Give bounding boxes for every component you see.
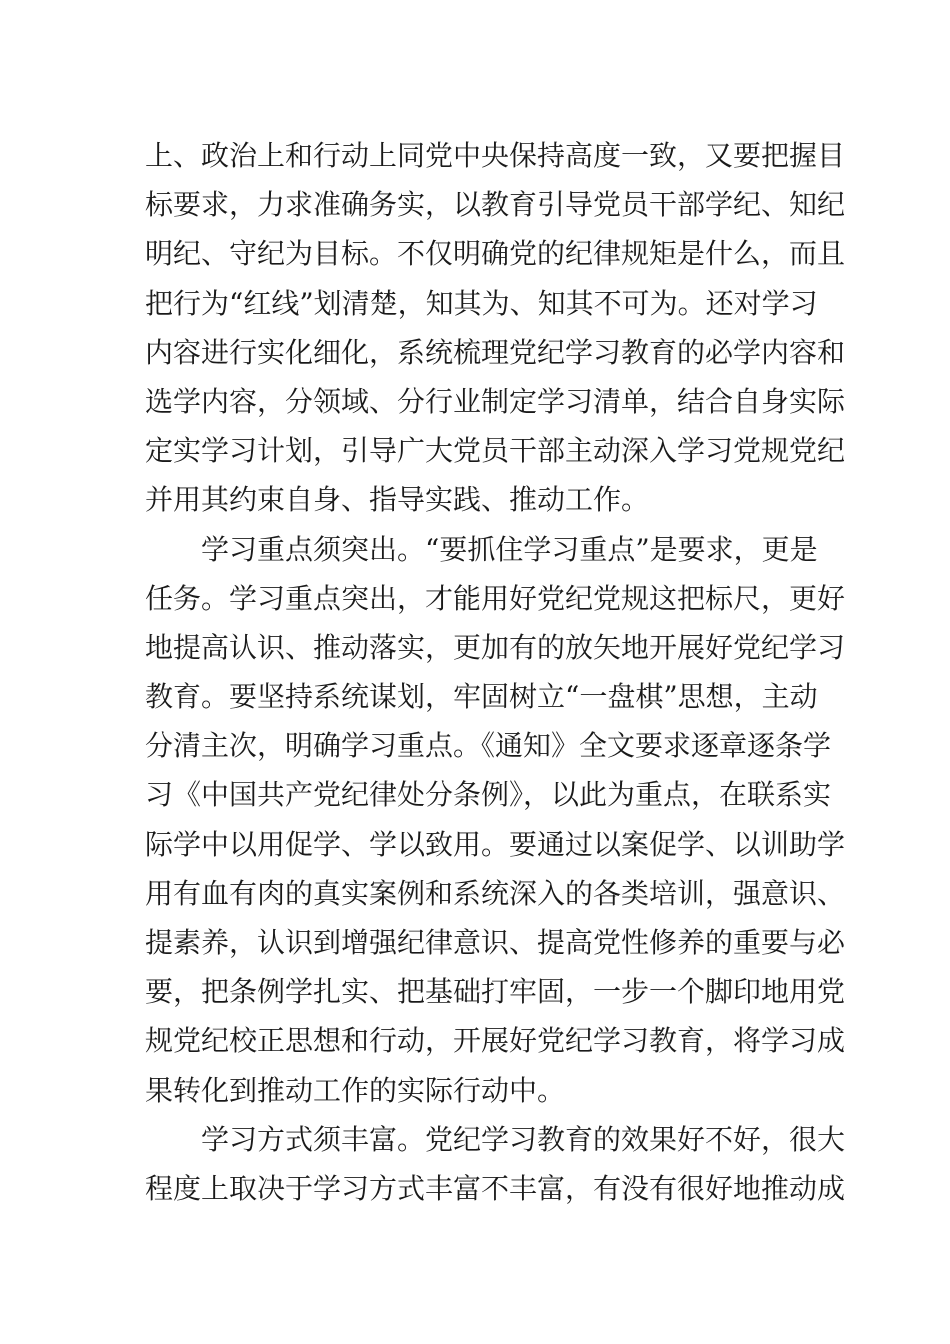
text-line: 规党纪校正思想和行动，开展好党纪学习教育，将学习成	[145, 1024, 846, 1058]
text-line: 提素养，认识到增强纪律意识、提高党性修养的重要与必	[145, 926, 846, 959]
text-line: 地提高认识、推动落实，更加有的放矢地开展好党纪学习	[145, 630, 846, 664]
text-line: 学习重点须突出。“要抓住学习重点”是要求，更是	[201, 532, 818, 566]
text-line: 学习方式须丰富。党纪学习教育的效果好不好，很大	[201, 1122, 846, 1156]
text-line: 要，把条例学扎实、把基础打牢固，一步一个脚印地用党	[145, 975, 846, 1009]
text-line: 定实学习计划，引导广大党员干部主动深入学习党规党纪	[145, 434, 846, 468]
text-line: 程度上取决于学习方式丰富不丰富，有没有很好地推动成	[145, 1171, 846, 1205]
text-line: 教育。要坚持系统谋划，牢固树立“一盘棋”思想，主动	[145, 680, 818, 714]
text-line: 选学内容，分领域、分行业制定学习清单，结合自身实际	[145, 384, 846, 418]
text-line: 用有血有肉的真实案例和系统深入的各类培训，强意识、	[145, 876, 846, 910]
text-line: 标要求，力求准确务实，以教育引导党员干部学纪、知纪	[145, 188, 846, 222]
text-line: 上、政治上和行动上同党中央保持高度一致，又要把握目	[145, 139, 846, 172]
body-text	[145, 131, 846, 1213]
text-line: 内容进行实化细化，系统梳理党纪学习教育的必学内容和	[145, 335, 846, 369]
text-line: 分清主次，明确学习重点。《通知》全文要求逐章逐条学	[145, 729, 832, 763]
text-line: 把行为“红线”划清楚，知其为、知其不可为。还对学习	[145, 286, 818, 320]
text-line: 任务。学习重点突出，才能用好党纪党规这把标尺，更好	[145, 581, 846, 615]
text-line: 明纪、守纪为目标。不仅明确党的纪律规矩是什么，而且	[145, 237, 846, 271]
text-line: 并用其约束自身、指导实践、推动工作。	[145, 483, 650, 517]
text-line: 习《中国共产党纪律处分条例》，以此为重点，在联系实	[145, 778, 832, 812]
text-line: 际学中以用促学、学以致用。要通过以案促学、以训助学	[145, 827, 846, 861]
text-line: 果转化到推动工作的实际行动中。	[145, 1073, 566, 1107]
